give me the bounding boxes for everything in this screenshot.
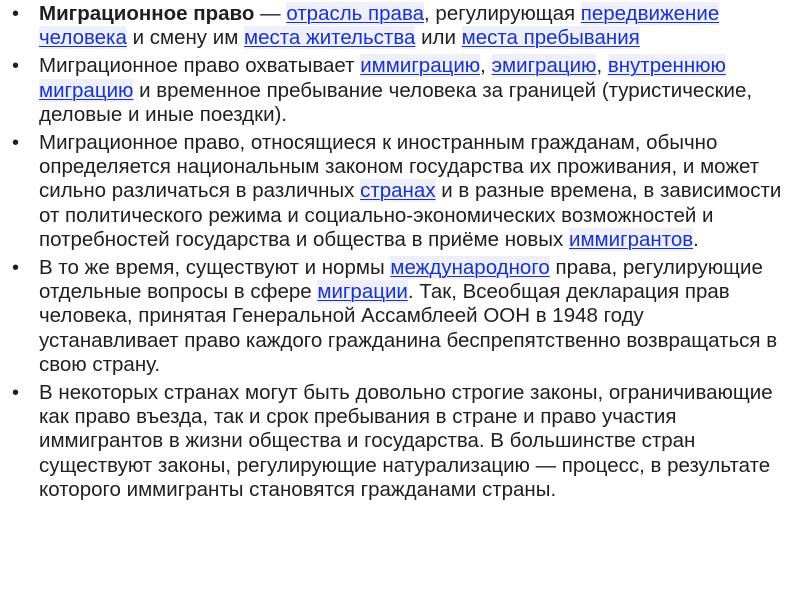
bullet-item — [10, 381, 784, 502]
bullet-item — [10, 131, 784, 252]
hyperlink[interactable]: иммиграцию — [360, 54, 481, 78]
hyperlink[interactable]: эмиграцию — [491, 54, 597, 78]
hyperlink[interactable]: передвижение — [580, 2, 720, 25]
hyperlink[interactable]: миграции — [317, 280, 408, 304]
bullet-item — [10, 2, 784, 50]
text-run: , регулирующая — [424, 2, 581, 25]
hyperlink[interactable]: человека — [39, 26, 127, 50]
text-run: В некоторых странах могут быть довольно строгие законы, ограничивающие как право въезда, так и срок пребывания в стране и право участия иммигрантов в жизни общества и государства. В большинстве стран существуют законы, регулирующие натурализацию — процесс, в результате которого иммигранты становятся гражданами страны. — [39, 381, 773, 501]
text-run: и временное пребывание человека за границей (туристические, деловые и иные поездки). — [39, 78, 753, 126]
bullet-item — [10, 256, 784, 377]
bold-term: Миграционное право — [39, 2, 255, 25]
hyperlink[interactable]: иммигрантов — [569, 227, 694, 251]
text-run: . Так, Всеобщая декларация прав человека, принятая Генеральной Ассамблеей ООН в 1948 году устанавливает право каждого гражданина беспрепятственно возвращаться в свою страну. — [39, 280, 778, 376]
text-run: , — [596, 54, 608, 78]
text-run: или — [415, 26, 462, 50]
text-run: , — [480, 54, 492, 78]
text-run: и смену им — [126, 26, 244, 50]
text-run: . — [693, 227, 699, 251]
bullet-item — [10, 54, 784, 127]
text-run: — — [254, 2, 287, 25]
hyperlink[interactable]: международного — [390, 256, 550, 280]
hyperlink[interactable]: места пребывания — [461, 26, 640, 50]
hyperlink[interactable]: странах — [360, 179, 436, 203]
hyperlink[interactable]: места жительства — [244, 26, 416, 50]
text-run: Миграционное право, относящиеся к иностранным гражданам, обычно определяется национальным законом государства их проживания, и может сильно различаться в различных — [39, 131, 760, 203]
text-run: права, регулирующие отдельные вопросы в сфере — [39, 256, 763, 304]
text-run: Миграционное право охватывает — [39, 54, 361, 78]
text-run: и в разные времена, в зависимости от политического режима и социально-экономических возможностей и потребностей государства и общества в приёме новых — [39, 179, 782, 251]
text-run: В то же время, существуют и нормы — [39, 256, 391, 280]
bullet-list — [10, 2, 784, 502]
hyperlink[interactable]: отрасль права — [286, 2, 425, 25]
hyperlink[interactable]: внутреннюю миграцию — [39, 54, 726, 102]
